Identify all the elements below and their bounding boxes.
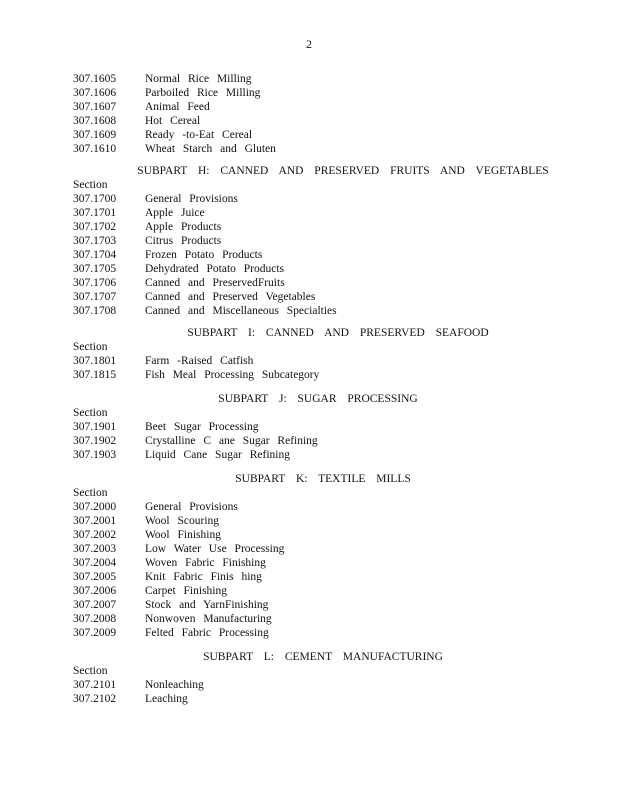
section-row: [73, 248, 553, 262]
section-title: Canned and Preserved Vegetables: [145, 291, 316, 303]
section-title: Stock and YarnFinishing: [145, 599, 269, 611]
section-title: Canned and PreservedFruits: [145, 277, 285, 289]
section-title: Parboiled Rice Milling: [145, 87, 261, 99]
section-title: Knit Fabric Finis hing: [145, 571, 262, 583]
section-number: 307.1702: [73, 221, 117, 233]
section-row: [73, 128, 553, 142]
section-number: 307.1902: [73, 435, 117, 447]
section-title: Beet Sugar Processing: [145, 421, 259, 433]
section-title: Low Water Use Processing: [145, 543, 285, 555]
section-row: [73, 354, 553, 368]
section-row: [73, 290, 553, 304]
section-number: 307.2102: [73, 693, 117, 705]
section-row: [73, 368, 553, 382]
section-title: Citrus Products: [145, 235, 222, 247]
section-number: 307.1608: [73, 115, 117, 127]
subpart-heading-i: SUBPART I: CANNED AND PRESERVED SEAFOOD: [187, 327, 489, 339]
section-number: 307.2007: [73, 599, 117, 611]
section-row: [73, 528, 553, 542]
section-title: Normal Rice Milling: [145, 73, 252, 85]
section-row: [73, 514, 553, 528]
section-number: 307.2101: [73, 679, 117, 691]
section-row: [73, 542, 553, 556]
subpart-heading-h: SUBPART H: CANNED AND PRESERVED FRUITS AND VEGETABLES: [137, 165, 549, 177]
section-number: 307.2001: [73, 515, 117, 527]
section-number: 307.1801: [73, 355, 117, 367]
section-number: 307.2004: [73, 557, 117, 569]
section-title: Animal Feed: [145, 101, 210, 113]
section-list: [73, 72, 553, 706]
section-row: [73, 234, 553, 248]
section-row: [73, 678, 553, 692]
section-row: [73, 434, 553, 448]
section-row: [73, 192, 553, 206]
section-title: Wool Scouring: [145, 515, 220, 527]
section-number: 307.1903: [73, 449, 117, 461]
section-title: Felted Fabric Processing: [145, 627, 269, 639]
section-row: [73, 206, 553, 220]
subpart-heading-k: SUBPART K: TEXTILE MILLS: [235, 473, 411, 485]
section-number: 307.1704: [73, 249, 117, 261]
section-row: [73, 612, 553, 626]
section-row: [73, 500, 553, 514]
section-label: Section: [73, 341, 108, 353]
section-title: General Provisions: [145, 193, 238, 205]
section-number: 307.1610: [73, 143, 117, 155]
section-number: 307.1609: [73, 129, 117, 141]
section-title: Wool Finishing: [145, 529, 221, 541]
section-row: [73, 570, 553, 584]
section-number: 307.1815: [73, 369, 117, 381]
section-number: 307.2008: [73, 613, 117, 625]
section-number: 307.1703: [73, 235, 117, 247]
section-number: 307.2006: [73, 585, 117, 597]
page-number: 2: [306, 37, 312, 51]
section-title: Fish Meal Processing Subcategory: [145, 369, 320, 381]
section-number: 307.1606: [73, 87, 117, 99]
section-row: [73, 276, 553, 290]
section-row: [73, 598, 553, 612]
section-number: 307.1708: [73, 305, 117, 317]
section-row: [73, 692, 553, 706]
section-row: [73, 86, 553, 100]
section-title: Dehydrated Potato Products: [145, 263, 285, 275]
section-row: [73, 448, 553, 462]
section-row: [73, 72, 553, 86]
section-number: 307.2009: [73, 627, 117, 639]
section-row: [73, 584, 553, 598]
section-row: [73, 262, 553, 276]
section-number: 307.1707: [73, 291, 117, 303]
subpart-heading-j: SUBPART J: SUGAR PROCESSING: [218, 393, 418, 405]
section-title: Carpet Finishing: [145, 585, 227, 597]
section-row: [73, 556, 553, 570]
section-title: Nonleaching: [145, 679, 204, 691]
section-title: Leaching: [145, 693, 188, 705]
section-title: Apple Juice: [145, 207, 205, 219]
section-number: 307.2000: [73, 501, 117, 513]
section-title: Crystalline C ane Sugar Refining: [145, 435, 318, 447]
section-label: Section: [73, 665, 108, 677]
section-label: Section: [73, 487, 108, 499]
section-title: Wheat Starch and Gluten: [145, 143, 276, 155]
section-number: 307.1605: [73, 73, 117, 85]
section-label: Section: [73, 179, 108, 191]
section-title: Farm -Raised Catfish: [145, 355, 254, 367]
section-number: 307.1706: [73, 277, 117, 289]
section-row: [73, 304, 553, 318]
section-title: Canned and Miscellaneous Specialties: [145, 305, 337, 317]
section-number: 307.1701: [73, 207, 117, 219]
section-number: 307.1607: [73, 101, 117, 113]
section-title: General Provisions: [145, 501, 238, 513]
section-label: Section: [73, 407, 108, 419]
section-number: 307.1700: [73, 193, 117, 205]
subpart-heading-l: SUBPART L: CEMENT MANUFACTURING: [203, 651, 443, 663]
section-title: Woven Fabric Finishing: [145, 557, 266, 569]
section-title: Apple Products: [145, 221, 222, 233]
section-row: [73, 142, 553, 156]
section-number: 307.2005: [73, 571, 117, 583]
section-row: [73, 114, 553, 128]
section-title: Ready -to-Eat Cereal: [145, 129, 253, 141]
section-title: Liquid Cane Sugar Refining: [145, 449, 290, 461]
section-title: Frozen Potato Products: [145, 249, 263, 261]
section-number: 307.2003: [73, 543, 117, 555]
section-number: 307.2002: [73, 529, 117, 541]
section-row: [73, 220, 553, 234]
section-row: [73, 420, 553, 434]
section-number: 307.1901: [73, 421, 117, 433]
section-number: 307.1705: [73, 263, 117, 275]
section-title: Hot Cereal: [145, 115, 201, 127]
section-row: [73, 100, 553, 114]
section-row: [73, 626, 553, 640]
section-title: Nonwoven Manufacturing: [145, 613, 272, 625]
